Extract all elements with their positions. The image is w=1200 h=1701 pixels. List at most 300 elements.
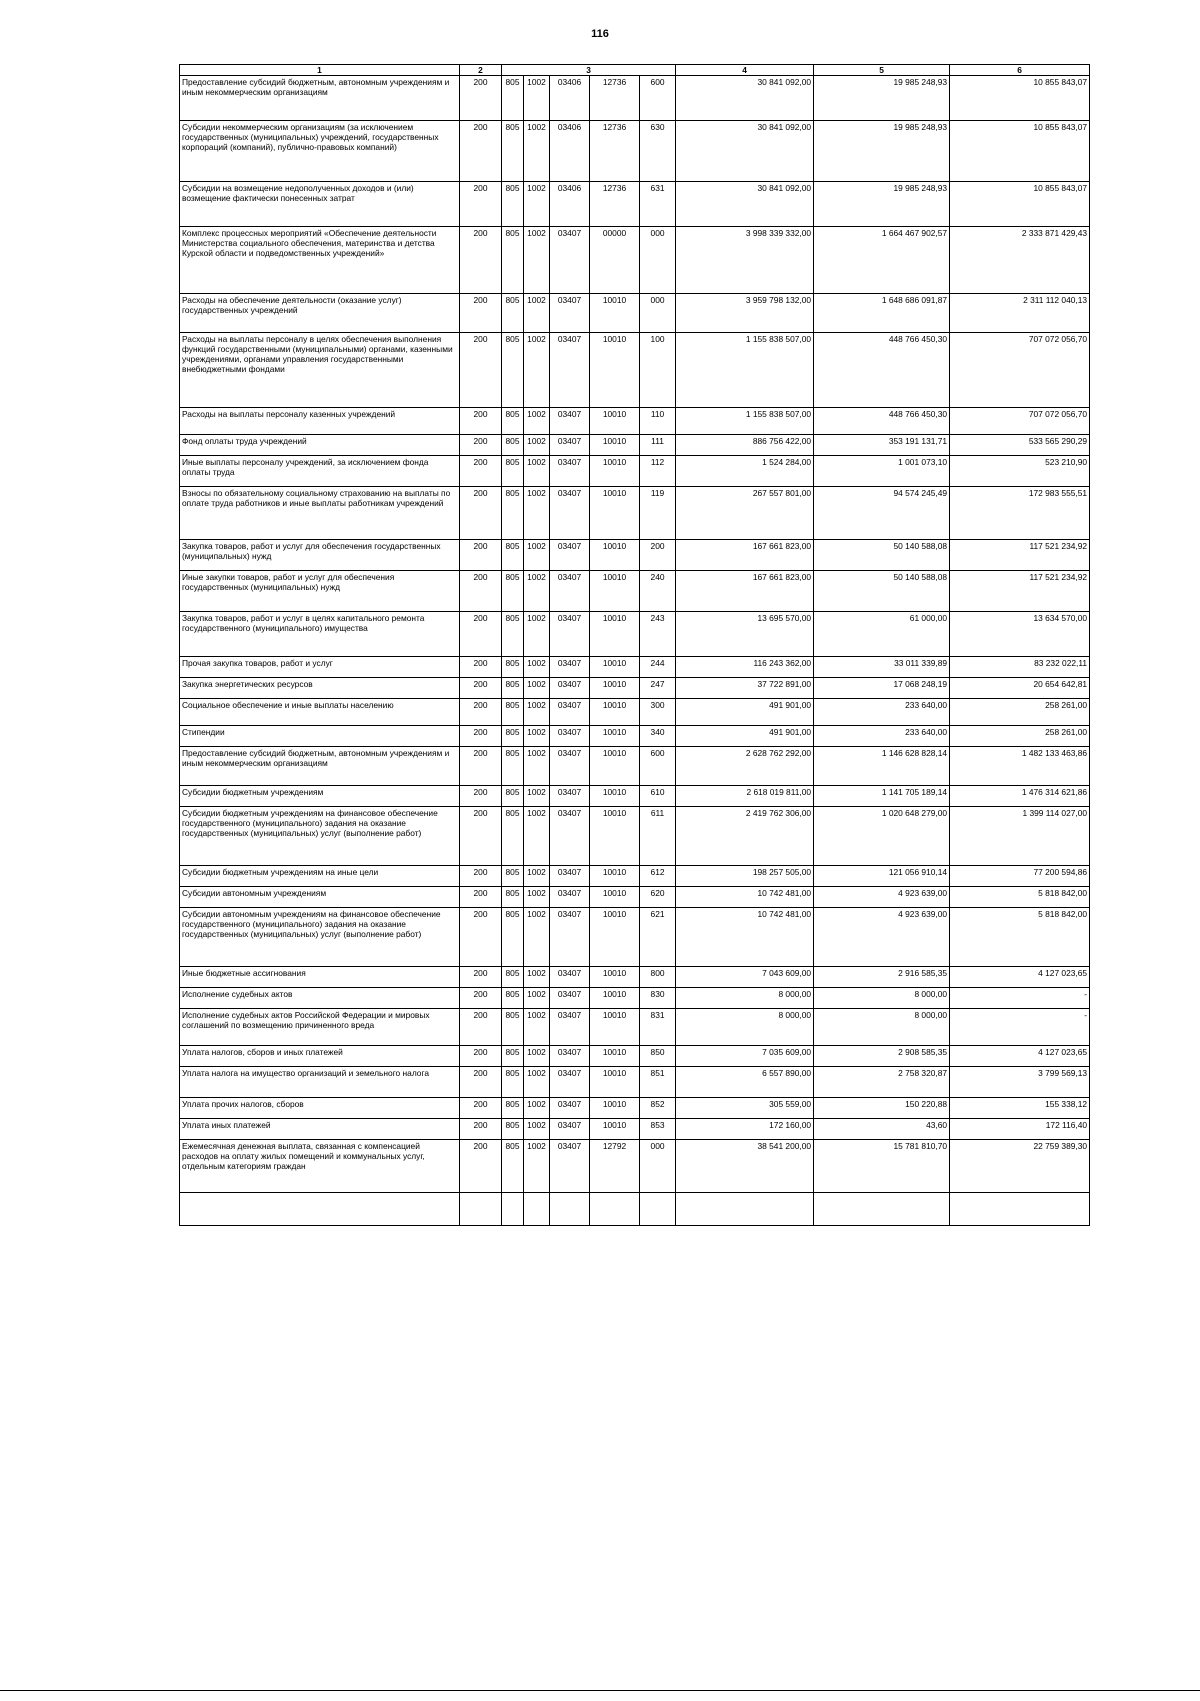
grbs-code-cell: 200 — [460, 1140, 502, 1193]
subsection-code-cell: 1002 — [524, 76, 550, 121]
program-code-cell: 03407 — [550, 866, 590, 887]
row-name-cell: Расходы на выплаты персоналу в целях обеспечения выполнения функций государственными (муниципальными) органами, казенными учреждениями, органами управления государственными внебюджетными фондами — [180, 333, 460, 408]
row-name-cell: Закупка товаров, работ и услуг в целях капитального ремонта государственного (муниципального) имущества — [180, 612, 460, 657]
program-code-cell: 03407 — [550, 227, 590, 294]
section-code-cell: 805 — [502, 887, 524, 908]
row-name-cell: Социальное обеспечение и иные выплаты населению — [180, 699, 460, 726]
amount-col4-cell: 491 901,00 — [676, 726, 814, 747]
amount-col4-cell: 1 524 284,00 — [676, 456, 814, 487]
blank-cell — [590, 1193, 640, 1226]
amount-col4-cell: 167 661 823,00 — [676, 571, 814, 612]
section-code-cell: 805 — [502, 540, 524, 571]
table-row — [180, 333, 1090, 408]
subsection-code-cell: 1002 — [524, 866, 550, 887]
direction-code-cell: 00000 — [590, 227, 640, 294]
direction-code-cell: 12736 — [590, 121, 640, 182]
blank-cell — [550, 1193, 590, 1226]
amount-col4-cell: 172 160,00 — [676, 1119, 814, 1140]
row-name-cell: Уплата иных платежей — [180, 1119, 460, 1140]
amount-col4-cell: 886 756 422,00 — [676, 435, 814, 456]
amount-col6-cell: 4 127 023,65 — [950, 1046, 1090, 1067]
amount-col5-cell: 19 985 248,93 — [814, 121, 950, 182]
page-number: 116 — [591, 28, 609, 40]
program-code-cell: 03407 — [550, 1119, 590, 1140]
amount-col4-cell: 8 000,00 — [676, 1009, 814, 1046]
program-code-cell: 03407 — [550, 1067, 590, 1098]
direction-code-cell: 10010 — [590, 887, 640, 908]
expense-type-code-cell: 240 — [640, 571, 676, 612]
amount-col6-cell: 20 654 642,81 — [950, 678, 1090, 699]
amount-col5-cell: 233 640,00 — [814, 699, 950, 726]
row-name-cell: Уплата прочих налогов, сборов — [180, 1098, 460, 1119]
expense-type-code-cell: 630 — [640, 121, 676, 182]
program-code-cell: 03407 — [550, 1098, 590, 1119]
row-name-cell: Уплата налогов, сборов и иных платежей — [180, 1046, 460, 1067]
expense-type-code-cell: 600 — [640, 76, 676, 121]
subsection-code-cell: 1002 — [524, 699, 550, 726]
amount-col6-cell: 533 565 290,29 — [950, 435, 1090, 456]
expense-type-code-cell: 621 — [640, 908, 676, 967]
budget-table — [179, 64, 1090, 1226]
direction-code-cell: 10010 — [590, 1009, 640, 1046]
amount-col5-cell: 8 000,00 — [814, 988, 950, 1009]
amount-col4-cell: 7 035 609,00 — [676, 1046, 814, 1067]
program-code-cell: 03407 — [550, 435, 590, 456]
expense-type-code-cell: 600 — [640, 747, 676, 786]
grbs-code-cell: 200 — [460, 435, 502, 456]
direction-code-cell: 10010 — [590, 786, 640, 807]
amount-col6-cell: 13 634 570,00 — [950, 612, 1090, 657]
table-row — [180, 678, 1090, 699]
grbs-code-cell: 200 — [460, 227, 502, 294]
program-code-cell: 03407 — [550, 333, 590, 408]
section-code-cell: 805 — [502, 1046, 524, 1067]
subsection-code-cell: 1002 — [524, 121, 550, 182]
header-cell: 3 — [502, 65, 676, 76]
subsection-code-cell: 1002 — [524, 1046, 550, 1067]
row-name-cell: Ежемесячная денежная выплата, связанная с компенсацией расходов на оплату жилых помещений и коммунальных услуг, отдельным категориям граждан — [180, 1140, 460, 1193]
section-code-cell: 805 — [502, 76, 524, 121]
amount-col6-cell: - — [950, 988, 1090, 1009]
expense-type-code-cell: 612 — [640, 866, 676, 887]
subsection-code-cell: 1002 — [524, 1119, 550, 1140]
direction-code-cell: 10010 — [590, 1067, 640, 1098]
direction-code-cell: 10010 — [590, 726, 640, 747]
section-code-cell: 805 — [502, 908, 524, 967]
expense-type-code-cell: 200 — [640, 540, 676, 571]
section-code-cell: 805 — [502, 435, 524, 456]
section-code-cell: 805 — [502, 1119, 524, 1140]
amount-col5-cell: 2 916 585,35 — [814, 967, 950, 988]
blank-cell — [950, 1193, 1090, 1226]
expense-type-code-cell: 111 — [640, 435, 676, 456]
amount-col5-cell: 1 664 467 902,57 — [814, 227, 950, 294]
direction-code-cell: 10010 — [590, 456, 640, 487]
table-row — [180, 227, 1090, 294]
amount-col6-cell: 3 799 569,13 — [950, 1067, 1090, 1098]
section-code-cell: 805 — [502, 294, 524, 333]
table-row — [180, 1046, 1090, 1067]
section-code-cell: 805 — [502, 333, 524, 408]
table-row — [180, 1009, 1090, 1046]
amount-col6-cell: 117 521 234,92 — [950, 571, 1090, 612]
direction-code-cell: 10010 — [590, 540, 640, 571]
program-code-cell: 03407 — [550, 1046, 590, 1067]
amount-col5-cell: 17 068 248,19 — [814, 678, 950, 699]
direction-code-cell: 10010 — [590, 678, 640, 699]
amount-col5-cell: 4 923 639,00 — [814, 887, 950, 908]
subsection-code-cell: 1002 — [524, 1067, 550, 1098]
amount-col6-cell: 172 983 555,51 — [950, 487, 1090, 540]
expense-type-code-cell: 000 — [640, 294, 676, 333]
row-name-cell: Субсидии на возмещение недополученных доходов и (или) возмещение фактически понесенных затрат — [180, 182, 460, 227]
amount-col5-cell: 2 758 320,87 — [814, 1067, 950, 1098]
grbs-code-cell: 200 — [460, 612, 502, 657]
direction-code-cell: 12792 — [590, 1140, 640, 1193]
expense-type-code-cell: 800 — [640, 967, 676, 988]
blank-cell — [640, 1193, 676, 1226]
expense-type-code-cell: 631 — [640, 182, 676, 227]
amount-col6-cell: 1 399 114 027,00 — [950, 807, 1090, 866]
table-row — [180, 487, 1090, 540]
row-name-cell: Закупка товаров, работ и услуг для обеспечения государственных (муниципальных) нужд — [180, 540, 460, 571]
subsection-code-cell: 1002 — [524, 988, 550, 1009]
amount-col4-cell: 13 695 570,00 — [676, 612, 814, 657]
amount-col4-cell: 7 043 609,00 — [676, 967, 814, 988]
direction-code-cell: 10010 — [590, 294, 640, 333]
expense-type-code-cell: 243 — [640, 612, 676, 657]
row-name-cell: Закупка энергетических ресурсов — [180, 678, 460, 699]
blank-cell — [676, 1193, 814, 1226]
row-name-cell: Стипендии — [180, 726, 460, 747]
table-row — [180, 540, 1090, 571]
amount-col4-cell: 10 742 481,00 — [676, 908, 814, 967]
table-row — [180, 1119, 1090, 1140]
amount-col6-cell: 707 072 056,70 — [950, 333, 1090, 408]
row-name-cell: Субсидии автономным учреждениям — [180, 887, 460, 908]
grbs-code-cell: 200 — [460, 182, 502, 227]
amount-col5-cell: 233 640,00 — [814, 726, 950, 747]
section-code-cell: 805 — [502, 1098, 524, 1119]
grbs-code-cell: 200 — [460, 747, 502, 786]
subsection-code-cell: 1002 — [524, 657, 550, 678]
program-code-cell: 03406 — [550, 121, 590, 182]
grbs-code-cell: 200 — [460, 1119, 502, 1140]
amount-col6-cell: 155 338,12 — [950, 1098, 1090, 1119]
direction-code-cell: 10010 — [590, 333, 640, 408]
amount-col5-cell: 94 574 245,49 — [814, 487, 950, 540]
section-code-cell: 805 — [502, 657, 524, 678]
grbs-code-cell: 200 — [460, 657, 502, 678]
row-name-cell: Предоставление субсидий бюджетным, автономным учреждениям и иным некоммерческим организациям — [180, 76, 460, 121]
section-code-cell: 805 — [502, 1140, 524, 1193]
header-cell: 6 — [950, 65, 1090, 76]
amount-col6-cell: 83 232 022,11 — [950, 657, 1090, 678]
subsection-code-cell: 1002 — [524, 294, 550, 333]
amount-col4-cell: 6 557 890,00 — [676, 1067, 814, 1098]
amount-col5-cell: 2 908 585,35 — [814, 1046, 950, 1067]
amount-col5-cell: 448 766 450,30 — [814, 408, 950, 435]
direction-code-cell: 10010 — [590, 1119, 640, 1140]
grbs-code-cell: 200 — [460, 1067, 502, 1098]
row-name-cell: Взносы по обязательному социальному страхованию на выплаты по оплате труда работников и иные выплаты работникам учреждений — [180, 487, 460, 540]
program-code-cell: 03407 — [550, 294, 590, 333]
program-code-cell: 03407 — [550, 612, 590, 657]
subsection-code-cell: 1002 — [524, 786, 550, 807]
table-row — [180, 726, 1090, 747]
row-name-cell: Субсидии бюджетным учреждениям на иные цели — [180, 866, 460, 887]
grbs-code-cell: 200 — [460, 807, 502, 866]
table-row — [180, 571, 1090, 612]
expense-type-code-cell: 119 — [640, 487, 676, 540]
grbs-code-cell: 200 — [460, 678, 502, 699]
amount-col5-cell: 150 220,88 — [814, 1098, 950, 1119]
program-code-cell: 03407 — [550, 657, 590, 678]
amount-col6-cell: 1 482 133 463,86 — [950, 747, 1090, 786]
program-code-cell: 03407 — [550, 887, 590, 908]
amount-col6-cell: 10 855 843,07 — [950, 182, 1090, 227]
amount-col4-cell: 491 901,00 — [676, 699, 814, 726]
section-code-cell: 805 — [502, 612, 524, 657]
table-header-row — [180, 65, 1090, 76]
program-code-cell: 03407 — [550, 1009, 590, 1046]
amount-col6-cell: 258 261,00 — [950, 726, 1090, 747]
expense-type-code-cell: 852 — [640, 1098, 676, 1119]
grbs-code-cell: 200 — [460, 333, 502, 408]
direction-code-cell: 12736 — [590, 182, 640, 227]
grbs-code-cell: 200 — [460, 571, 502, 612]
section-code-cell: 805 — [502, 121, 524, 182]
row-name-cell: Субсидии бюджетным учреждениям — [180, 786, 460, 807]
row-name-cell: Фонд оплаты труда учреждений — [180, 435, 460, 456]
amount-col5-cell: 1 020 648 279,00 — [814, 807, 950, 866]
amount-col4-cell: 2 419 762 306,00 — [676, 807, 814, 866]
grbs-code-cell: 200 — [460, 540, 502, 571]
expense-type-code-cell: 851 — [640, 1067, 676, 1098]
amount-col5-cell: 8 000,00 — [814, 1009, 950, 1046]
program-code-cell: 03407 — [550, 1140, 590, 1193]
table-row — [180, 1140, 1090, 1193]
expense-type-code-cell: 112 — [640, 456, 676, 487]
program-code-cell: 03407 — [550, 967, 590, 988]
table-blank-row — [180, 1193, 1090, 1226]
amount-col4-cell: 30 841 092,00 — [676, 76, 814, 121]
subsection-code-cell: 1002 — [524, 1098, 550, 1119]
row-name-cell: Предоставление субсидий бюджетным, автономным учреждениям и иным некоммерческим организациям — [180, 747, 460, 786]
grbs-code-cell: 200 — [460, 786, 502, 807]
program-code-cell: 03407 — [550, 807, 590, 866]
amount-col6-cell: 22 759 389,30 — [950, 1140, 1090, 1193]
blank-cell — [180, 1193, 460, 1226]
direction-code-cell: 10010 — [590, 435, 640, 456]
subsection-code-cell: 1002 — [524, 887, 550, 908]
row-name-cell: Иные выплаты персоналу учреждений, за исключением фонда оплаты труда — [180, 456, 460, 487]
section-code-cell: 805 — [502, 678, 524, 699]
table-row — [180, 699, 1090, 726]
grbs-code-cell: 200 — [460, 908, 502, 967]
amount-col4-cell: 8 000,00 — [676, 988, 814, 1009]
section-code-cell: 805 — [502, 699, 524, 726]
grbs-code-cell: 200 — [460, 76, 502, 121]
grbs-code-cell: 200 — [460, 887, 502, 908]
row-name-cell: Прочая закупка товаров, работ и услуг — [180, 657, 460, 678]
amount-col4-cell: 305 559,00 — [676, 1098, 814, 1119]
program-code-cell: 03407 — [550, 726, 590, 747]
section-code-cell: 805 — [502, 227, 524, 294]
amount-col5-cell: 1 001 073,10 — [814, 456, 950, 487]
blank-cell — [502, 1193, 524, 1226]
section-code-cell: 805 — [502, 487, 524, 540]
row-name-cell: Субсидии автономным учреждениям на финансовое обеспечение государственного (муниципального) задания на оказание государственных (муниципальных) услуг (выполнение работ) — [180, 908, 460, 967]
subsection-code-cell: 1002 — [524, 1140, 550, 1193]
direction-code-cell: 10010 — [590, 487, 640, 540]
direction-code-cell: 10010 — [590, 657, 640, 678]
program-code-cell: 03407 — [550, 408, 590, 435]
row-name-cell: Субсидии некоммерческим организациям (за исключением государственных (муниципальных) учреждений, государственных корпораций (компаний), публично-правовых компаний) — [180, 121, 460, 182]
amount-col4-cell: 3 959 798 132,00 — [676, 294, 814, 333]
grbs-code-cell: 200 — [460, 408, 502, 435]
table-row — [180, 1098, 1090, 1119]
expense-type-code-cell: 610 — [640, 786, 676, 807]
program-code-cell: 03407 — [550, 908, 590, 967]
section-code-cell: 805 — [502, 1067, 524, 1098]
direction-code-cell: 10010 — [590, 866, 640, 887]
expense-type-code-cell: 247 — [640, 678, 676, 699]
amount-col5-cell: 61 000,00 — [814, 612, 950, 657]
amount-col6-cell: 2 333 871 429,43 — [950, 227, 1090, 294]
subsection-code-cell: 1002 — [524, 807, 550, 866]
grbs-code-cell: 200 — [460, 726, 502, 747]
amount-col6-cell: 117 521 234,92 — [950, 540, 1090, 571]
table-row — [180, 786, 1090, 807]
amount-col6-cell: 4 127 023,65 — [950, 967, 1090, 988]
subsection-code-cell: 1002 — [524, 182, 550, 227]
subsection-code-cell: 1002 — [524, 678, 550, 699]
amount-col5-cell: 4 923 639,00 — [814, 908, 950, 967]
amount-col4-cell: 37 722 891,00 — [676, 678, 814, 699]
section-code-cell: 805 — [502, 456, 524, 487]
table-row — [180, 807, 1090, 866]
program-code-cell: 03407 — [550, 540, 590, 571]
table-row — [180, 456, 1090, 487]
amount-col6-cell: 5 818 842,00 — [950, 908, 1090, 967]
section-code-cell: 805 — [502, 967, 524, 988]
expense-type-code-cell: 830 — [640, 988, 676, 1009]
program-code-cell: 03407 — [550, 747, 590, 786]
table-row — [180, 76, 1090, 121]
grbs-code-cell: 200 — [460, 866, 502, 887]
amount-col5-cell: 19 985 248,93 — [814, 182, 950, 227]
section-code-cell: 805 — [502, 747, 524, 786]
amount-col4-cell: 30 841 092,00 — [676, 121, 814, 182]
table-row — [180, 435, 1090, 456]
row-name-cell: Иные бюджетные ассигнования — [180, 967, 460, 988]
grbs-code-cell: 200 — [460, 1098, 502, 1119]
row-name-cell: Расходы на выплаты персоналу казенных учреждений — [180, 408, 460, 435]
expense-type-code-cell: 611 — [640, 807, 676, 866]
blank-cell — [814, 1193, 950, 1226]
amount-col6-cell: 10 855 843,07 — [950, 76, 1090, 121]
header-cell: 1 — [180, 65, 460, 76]
expense-type-code-cell: 000 — [640, 227, 676, 294]
section-code-cell: 805 — [502, 408, 524, 435]
header-cell: 5 — [814, 65, 950, 76]
amount-col6-cell: 2 311 112 040,13 — [950, 294, 1090, 333]
page-bottom-rule — [0, 1690, 1200, 1691]
subsection-code-cell: 1002 — [524, 408, 550, 435]
header-cell: 2 — [460, 65, 502, 76]
table-row — [180, 887, 1090, 908]
amount-col6-cell: 523 210,90 — [950, 456, 1090, 487]
amount-col4-cell: 267 557 801,00 — [676, 487, 814, 540]
subsection-code-cell: 1002 — [524, 456, 550, 487]
expense-type-code-cell: 831 — [640, 1009, 676, 1046]
subsection-code-cell: 1002 — [524, 747, 550, 786]
expense-type-code-cell: 244 — [640, 657, 676, 678]
direction-code-cell: 10010 — [590, 988, 640, 1009]
subsection-code-cell: 1002 — [524, 967, 550, 988]
table-row — [180, 182, 1090, 227]
program-code-cell: 03407 — [550, 678, 590, 699]
grbs-code-cell: 200 — [460, 456, 502, 487]
direction-code-cell: 10010 — [590, 807, 640, 866]
amount-col5-cell: 19 985 248,93 — [814, 76, 950, 121]
amount-col6-cell: 77 200 594,86 — [950, 866, 1090, 887]
amount-col5-cell: 50 140 588,08 — [814, 571, 950, 612]
direction-code-cell: 10010 — [590, 1046, 640, 1067]
direction-code-cell: 10010 — [590, 747, 640, 786]
table-row — [180, 988, 1090, 1009]
subsection-code-cell: 1002 — [524, 571, 550, 612]
program-code-cell: 03406 — [550, 182, 590, 227]
expense-type-code-cell: 853 — [640, 1119, 676, 1140]
program-code-cell: 03406 — [550, 76, 590, 121]
program-code-cell: 03407 — [550, 456, 590, 487]
subsection-code-cell: 1002 — [524, 333, 550, 408]
amount-col5-cell: 33 011 339,89 — [814, 657, 950, 678]
direction-code-cell: 10010 — [590, 571, 640, 612]
amount-col4-cell: 2 628 762 292,00 — [676, 747, 814, 786]
program-code-cell: 03407 — [550, 988, 590, 1009]
expense-type-code-cell: 100 — [640, 333, 676, 408]
direction-code-cell: 10010 — [590, 612, 640, 657]
table-row — [180, 908, 1090, 967]
section-code-cell: 805 — [502, 726, 524, 747]
row-name-cell: Комплекс процессных мероприятий «Обеспечение деятельности Министерства социального обеспечения, материнства и детства Курской области и подведомственных учреждений» — [180, 227, 460, 294]
row-name-cell: Исполнение судебных актов Российской Федерации и мировых соглашений по возмещению причиненного вреда — [180, 1009, 460, 1046]
amount-col6-cell: 172 116,40 — [950, 1119, 1090, 1140]
row-name-cell: Уплата налога на имущество организаций и земельного налога — [180, 1067, 460, 1098]
grbs-code-cell: 200 — [460, 1046, 502, 1067]
table-row — [180, 1067, 1090, 1098]
amount-col4-cell: 167 661 823,00 — [676, 540, 814, 571]
subsection-code-cell: 1002 — [524, 540, 550, 571]
direction-code-cell: 10010 — [590, 908, 640, 967]
table-row — [180, 408, 1090, 435]
amount-col5-cell: 353 191 131,71 — [814, 435, 950, 456]
amount-col5-cell: 448 766 450,30 — [814, 333, 950, 408]
amount-col4-cell: 38 541 200,00 — [676, 1140, 814, 1193]
section-code-cell: 805 — [502, 866, 524, 887]
amount-col4-cell: 30 841 092,00 — [676, 182, 814, 227]
amount-col4-cell: 198 257 505,00 — [676, 866, 814, 887]
amount-col6-cell: 258 261,00 — [950, 699, 1090, 726]
amount-col4-cell: 116 243 362,00 — [676, 657, 814, 678]
direction-code-cell: 12736 — [590, 76, 640, 121]
program-code-cell: 03407 — [550, 699, 590, 726]
amount-col6-cell: 707 072 056,70 — [950, 408, 1090, 435]
expense-type-code-cell: 000 — [640, 1140, 676, 1193]
